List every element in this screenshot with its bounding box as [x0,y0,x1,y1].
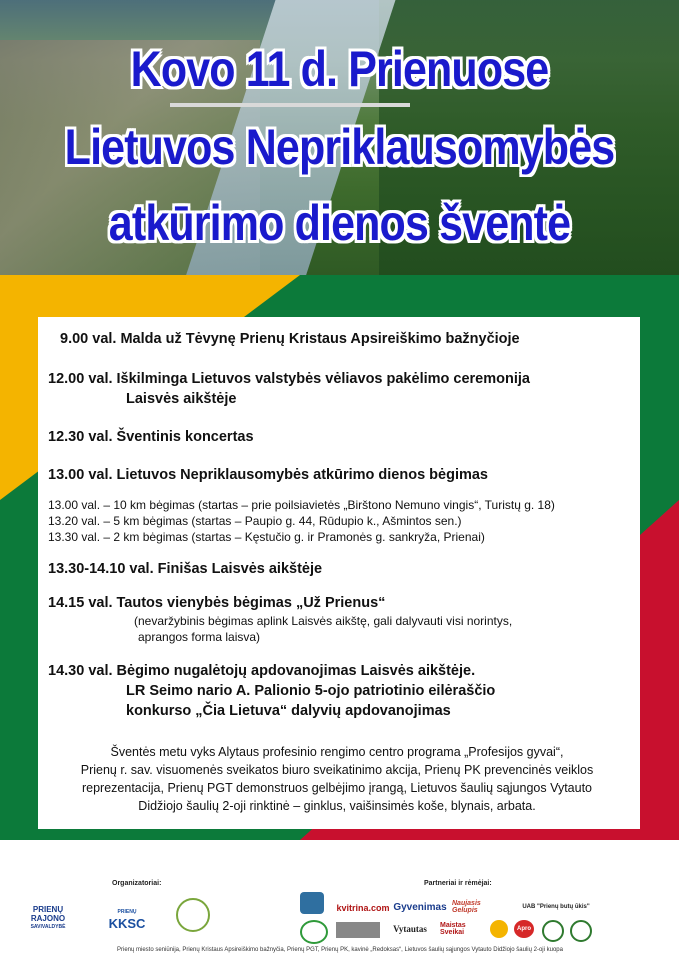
partner-grey-logo [336,922,380,938]
partner-round-logo [490,920,508,938]
event-2 [48,369,626,409]
bridge [170,103,410,107]
butu-ukis-logo: UAB "Prienų butų ūkis" [522,904,590,910]
awards-cont: LR Seimo nario A. Palionio 5-ojo patriotinio eilėraščio [126,683,496,699]
org-logo2: KKSC [108,916,146,931]
unity-run-note-1: (nevaržybinis bėgimas aplink Laisvės aikštę, gali dalyvauti visi norintys, [134,614,513,628]
organizers-label: Organizatoriai: [112,880,162,887]
run-5km: 13.20 val. – 5 km bėgimas (startas – Paupio g. 44, Rūdupio k., Ašmintos sen.) [48,514,462,528]
title-line-2: Lietuvos Nepriklausomybės [64,119,615,175]
event-2-cont: Laisvės aikštėje [126,391,237,407]
closing-text [48,743,626,815]
awards-title: 14.30 val. Bėgimo nugalėtojų apdovanojimas Laisvės aikštėje. [48,663,476,679]
partner-circle-logo-1 [542,920,564,942]
event-1: 9.00 val. Malda už Tėvynę Prienų Kristaus Apsireiškimo bažnyčioje [60,331,520,347]
apro-logo: Apro [514,920,534,938]
org-logo1-line3: SAVIVALDYBĖ [30,923,66,930]
maistas-sveikai-logo: Maistas Sveikai [440,922,466,936]
prienai-municipality-logo [18,898,78,938]
kksc-logo [92,900,162,936]
org-logo1-line2: RAJONO [30,913,66,923]
closing-line-3: reprezentacija, Prienų PGT demonstruos gelbėjimo įrangą, Lietuvos šaulių sąjungos Vytauto [81,781,592,795]
event-awards [48,661,626,721]
event-4: 13.00 val. Lietuvos Nepriklausomybės atkūrimo dienos bėgimas [48,467,488,483]
org-logo2-small: PRIENŲ [117,909,137,915]
run-10km: 13.00 val. – 10 km bėgimas (startas – prie poilsiavietės „Birštono Nemuno vingis“, Turistų g. 18) [48,498,555,512]
partner-shield-logo [300,892,324,914]
closing-line-2: Prienų r. sav. visuomenės sveikatos biuro sveikatinimo akcija, Prienų PK prevencinės veiklos [80,763,594,777]
event-2-title: 12.00 val. Iškilminga Lietuvos valstybės vėliavos pakėlimo ceremonija [48,371,530,387]
closing-line-4: Didžiojo šaulių 2-oji rinktinė – ginklus, vaišinsimės koše, blynais, arbata. [138,799,536,813]
credits-line: Prienų miesto seniūnija, Prienų Kristaus Apsireiškimo bažnyčia, Prienų PGT, Prienų PK, kavinė „Redoksas“, Lietuvos šaulių sąjungos Vytauto Didžiojo šaulių 2-oji kuopa [116,947,563,953]
kvitrina-logo: kvitrina.com [336,903,390,913]
program-panel [38,317,640,829]
event-3: 12.30 val. Šventinis koncertas [48,429,254,445]
title-line-1: Kovo 11 d. Prienuose [130,41,549,97]
footer [0,840,679,960]
partners-label: Partneriai ir rėmėjai: [424,880,492,887]
vytautas-logo: Vytautas [393,924,427,934]
partner-leaf-logo [300,920,328,944]
event-finish: 13.30-14.10 val. Finišas Laisvės aikštėje [48,561,323,577]
closing-line-1: Šventės metu vyks Alytaus profesinio rengimo centro programa „Profesijos gyvai“, [110,745,564,759]
run-2km: 13.30 val. – 2 km bėgimas (startas – Kęstučio g. ir Pramonės g. sankryža, Prienai) [48,530,485,544]
unity-run-note-2: aprangos forma laisva) [138,630,261,644]
partner-circle-logo-2 [570,920,592,942]
gyvenimas-logo: Gyvenimas [393,901,447,913]
naujasis-gelupis-logo: Naujasis Gelupis [452,900,481,914]
health-bureau-logo [176,898,210,932]
title-line-3: atkūrimo dienos šventė [108,195,571,251]
awards-cont-2: konkurso „Čia Lietuva“ dalyvių apdovanojimas [126,703,451,719]
event-unity-run: 14.15 val. Tautos vienybės bėgimas „Už Prienus“ [48,595,386,611]
org-logo1-line1: PRIENŲ [32,904,64,914]
